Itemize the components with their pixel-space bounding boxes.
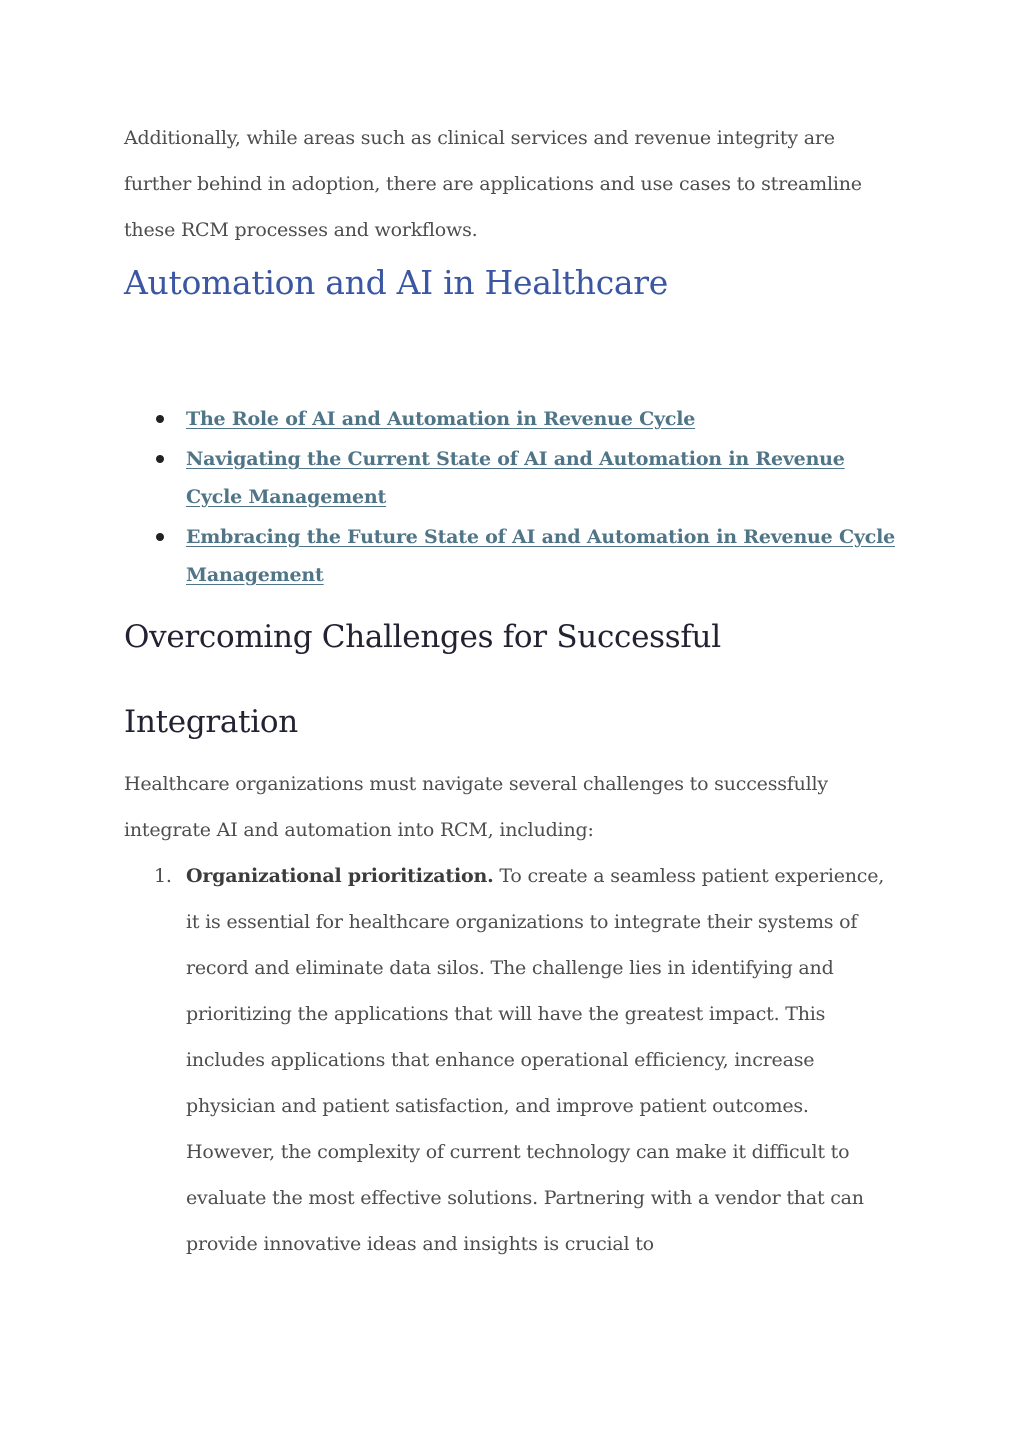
challenges-heading: Overcoming Challenges for Successful Integration	[124, 619, 721, 740]
list-item	[124, 400, 899, 438]
link-current-state[interactable]: Navigating the Current State of AI and Automation in Revenue Cycle Management	[186, 448, 845, 508]
challenge-title: Organizational prioritization.	[186, 865, 494, 887]
bullet-icon	[156, 533, 164, 541]
bullet-icon	[156, 415, 164, 423]
link-role-of-ai[interactable]: The Role of AI and Automation in Revenue Cycle	[186, 408, 696, 430]
list-item	[124, 440, 899, 516]
challenge-text: To create a seamless patient experience, it is essential for healthcare organizations to integrate their systems of record and eliminate data silos. The challenge lies in identifying and prioritizing the applications that will have the greatest impact. This includes applications that enhance operational efficiency, increase physician and patient satisfaction, and improve patient outcomes. However, the complexity of current technology can make it difficult to evaluate the most effective solutions. Partnering with a vendor that can provide innovative ideas and insights is crucial to	[186, 865, 885, 1255]
list-item	[124, 518, 899, 594]
bullet-icon	[156, 455, 164, 463]
challenges-intro: Healthcare organizations must navigate several challenges to successfully integrate AI and automation into RCM, including:	[124, 773, 828, 841]
intro-paragraph: Additionally, while areas such as clinical services and revenue integrity are further behind in adoption, there are applications and use cases to streamline these RCM processes and workflows.	[124, 127, 862, 241]
section-heading: Automation and AI in Healthcare	[124, 263, 669, 302]
link-future-state[interactable]: Embracing the Future State of AI and Automation in Revenue Cycle Management	[186, 526, 896, 586]
challenges-list	[124, 853, 899, 1267]
related-links-list	[124, 400, 899, 596]
list-number: 1.	[154, 865, 172, 887]
list-item	[124, 853, 899, 1267]
